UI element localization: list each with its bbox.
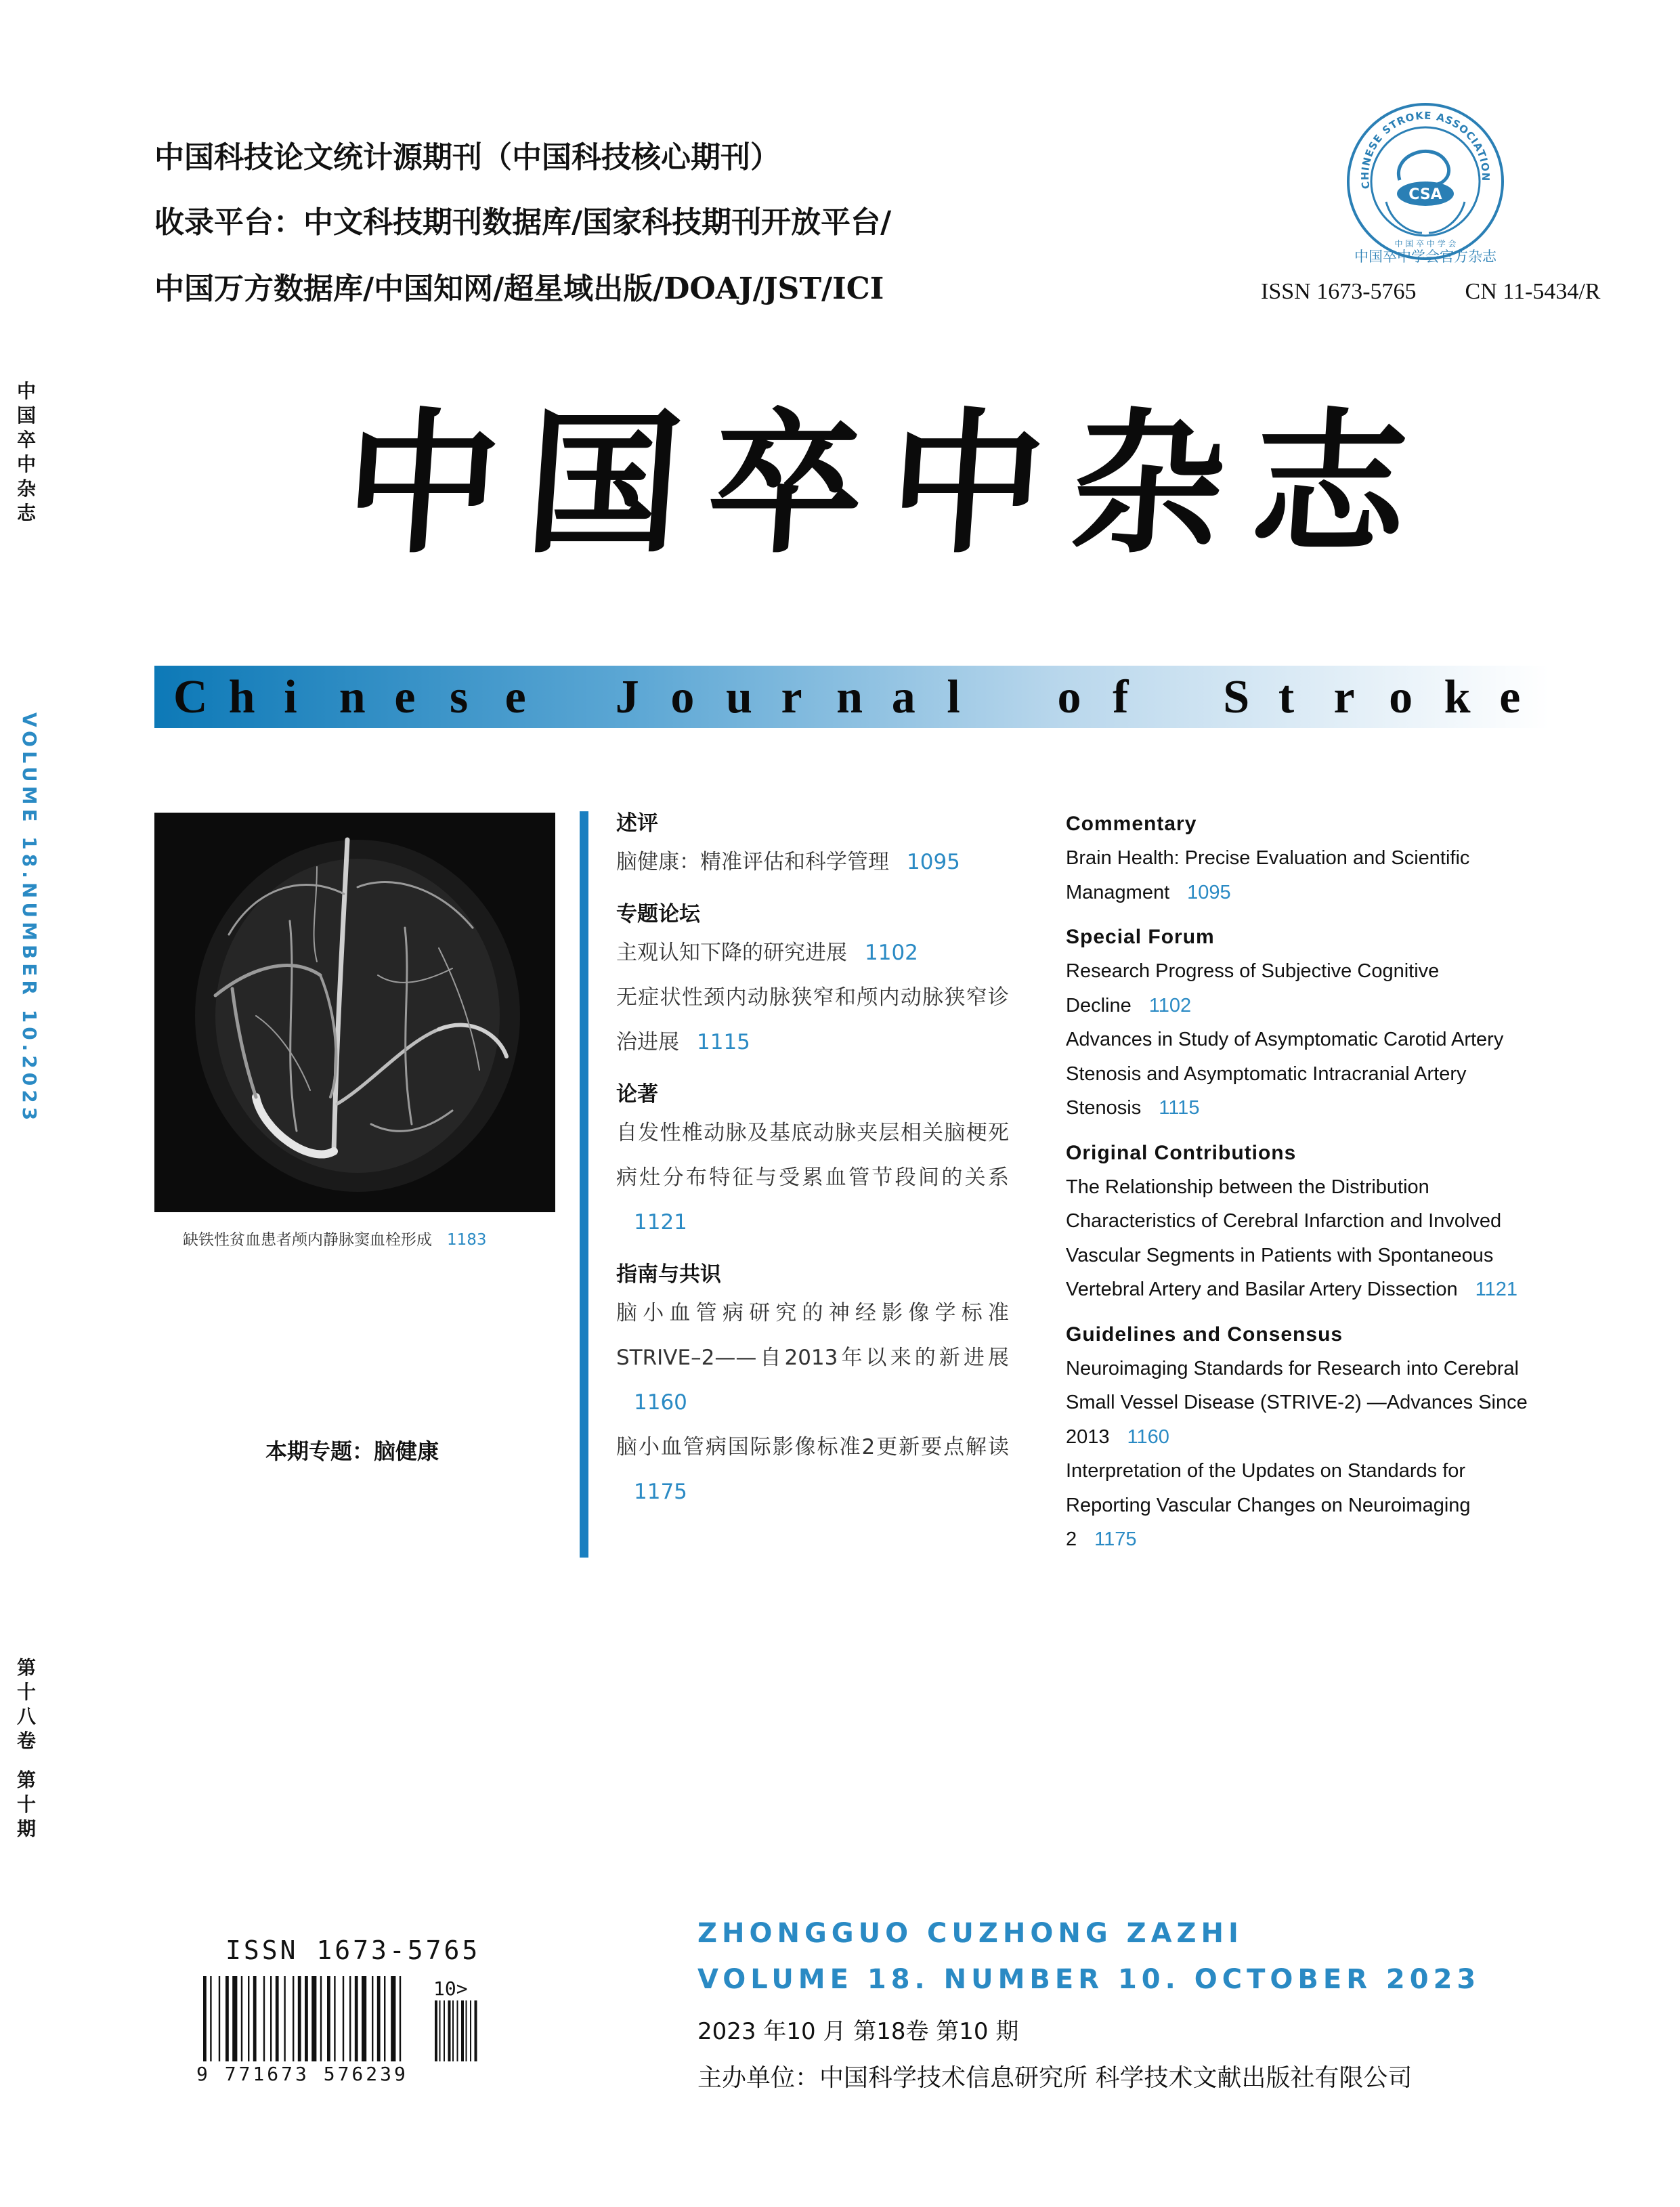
- title-letter: e: [394, 671, 417, 723]
- title-letter: n: [339, 671, 367, 723]
- journal-title-cn: 中国卒中杂志: [339, 393, 1441, 574]
- title-letter: J: [615, 671, 641, 723]
- spine-char: 志: [16, 502, 36, 524]
- toc-item[interactable]: [616, 930, 1009, 975]
- toc-item-title: 脑健康：精准评估和科学管理: [616, 850, 889, 874]
- title-letter: e: [1499, 671, 1522, 723]
- toc-section-title: 指南与共识: [616, 1262, 721, 1287]
- barcode-bar: [305, 1976, 308, 2061]
- barcode-addon-bar: [470, 2000, 471, 2061]
- barcode-bar: [391, 1976, 395, 2061]
- barcode-bar: [241, 1976, 242, 2061]
- logo-caption: 中国卒中学会官方杂志: [1354, 249, 1496, 265]
- toc-english: [1066, 807, 1540, 1557]
- barcode-bar: [343, 1976, 344, 2061]
- indexing-line-1: 中国科技论文统计源期刊（中国科技核心期刊）: [154, 140, 780, 175]
- barcode-addon: 10>: [433, 1977, 468, 2000]
- issue-topic: 本期专题：脑健康: [265, 1438, 439, 1464]
- spine-char: 卷: [16, 1730, 36, 1752]
- toc-item-page: 1095: [907, 850, 960, 874]
- toc-item-title: 脑小血管病研究的神经影像学标准STRIVE–2——自2013年以来的新进展: [616, 1301, 1009, 1370]
- barcode-bar: [362, 1976, 366, 2061]
- toc-item[interactable]: [1066, 1170, 1540, 1307]
- title-letter: [1002, 670, 1058, 725]
- spine-char: [15, 1753, 38, 1768]
- title-letter: k: [1444, 671, 1472, 723]
- toc-item-title: 自发性椎动脉及基底动脉夹层相关脑梗死病灶分布特征与受累血管节段间的关系: [616, 1121, 1009, 1190]
- toc-item[interactable]: [1066, 841, 1540, 909]
- csa-logo: [1344, 100, 1507, 263]
- spine-char: 杂: [16, 477, 36, 500]
- barcode-addon-bar: [452, 2000, 454, 2061]
- toc-section-title: Commentary: [1066, 813, 1197, 835]
- barcode-bar: [203, 1976, 207, 2061]
- barcode-bar: [219, 1976, 220, 2061]
- barcode-bar: [253, 1976, 257, 2061]
- title-letter: o: [1057, 671, 1083, 723]
- journal-title-en: [173, 670, 1555, 725]
- toc-item-page: 1175: [634, 1480, 687, 1504]
- toc-item-title: 主观认知下降的研究进展: [616, 941, 847, 965]
- title-letter: S: [1223, 671, 1251, 723]
- toc-item-title: Research Progress of Subjective Cognitive Decline: [1066, 960, 1440, 1016]
- barcode-bar: [232, 1976, 237, 2061]
- spine-char: 第: [16, 1769, 36, 1791]
- toc-item-page: 1102: [865, 941, 918, 965]
- toc-item[interactable]: [1066, 1454, 1540, 1557]
- toc-item[interactable]: [616, 975, 1009, 1065]
- title-letter: o: [1389, 671, 1415, 723]
- issn-cn-line: [1261, 279, 1600, 305]
- barcode-addon-bar: [439, 2000, 441, 2061]
- toc-section-title: Original Contributions: [1066, 1141, 1297, 1164]
- toc-section-title: 专题论坛: [616, 902, 700, 926]
- toc-section-title: Special Forum: [1066, 926, 1215, 948]
- title-letter: t: [1278, 671, 1296, 723]
- toc-item-page: 1115: [697, 1030, 750, 1054]
- barcode-bar: [311, 1976, 316, 2061]
- barcode-bar: [400, 1976, 401, 2061]
- volume-line: VOLUME 18. NUMBER 10. OCTOBER 2023: [697, 1964, 1481, 1995]
- barcode-bar: [293, 1976, 294, 2061]
- title-letter: [560, 670, 616, 725]
- toc-item-title: 无症状性颈内动脉狭窄和颅内动脉狭窄诊治进展: [616, 985, 1009, 1054]
- contents-divider-bar: [580, 811, 588, 1558]
- toc-item-page: 1095: [1187, 881, 1231, 903]
- spine-char: 期: [16, 1818, 36, 1840]
- toc-section-title: 述评: [616, 811, 658, 836]
- barcode-bar: [210, 1976, 211, 2061]
- toc-item-title: 脑小血管病国际影像标准2更新要点解读: [616, 1435, 1009, 1459]
- barcode-addon-bar: [448, 2000, 451, 2061]
- toc-item-title: The Relationship between the Distribution Characteristics of Cerebral Infarction and Involved Vascular Segments in Patients with Spontaneous Vertebral Artery and Basilar Artery Dissection: [1066, 1176, 1502, 1300]
- logo-bottom-text: 中 国 卒 中 学 会: [1394, 239, 1457, 249]
- barcode-bar: [327, 1976, 330, 2061]
- title-letter: s: [449, 671, 470, 723]
- title-letter: a: [891, 671, 917, 723]
- title-letter: C: [173, 671, 209, 723]
- journal-pinyin: ZHONGGUO CUZHONG ZAZHI: [697, 1918, 1243, 1949]
- spine-char: 十: [16, 1681, 36, 1703]
- title-letter: i: [284, 671, 299, 723]
- spine-char: 国: [16, 404, 36, 427]
- toc-item[interactable]: [1066, 954, 1540, 1023]
- spine-volume-en: VOLUME 18.NUMBER 10.2023: [18, 712, 41, 1125]
- toc-item-page: 1175: [1094, 1528, 1137, 1550]
- toc-item[interactable]: [616, 1291, 1009, 1425]
- issue-date: 2023 年10 月 第18卷 第10 期: [697, 2018, 1019, 2045]
- barcode-bar: [298, 1976, 301, 2061]
- barcode-digits: 9 771673 576239: [196, 2063, 408, 2085]
- toc-item-title: Advances in Study of Asymptomatic Carotid Artery Stenosis and Asymptomatic Intracranial Artery Stenosis: [1066, 1029, 1504, 1119]
- indexing-line-3: 中国万方数据库/中国知网/超星域出版/DOAJ/JST/ICI: [154, 272, 884, 306]
- toc-section-title: Guidelines and Consensus: [1066, 1323, 1343, 1346]
- title-letter: f: [1113, 671, 1130, 723]
- spine-char: 第: [16, 1656, 36, 1679]
- spine-char: 十: [16, 1793, 36, 1816]
- toc-chinese: [616, 807, 1009, 1514]
- barcode-addon-bar: [475, 2000, 477, 2061]
- barcode-bar: [320, 1976, 322, 2061]
- title-letter: o: [670, 671, 696, 723]
- toc-item-page: 1121: [634, 1210, 687, 1235]
- title-letter: r: [1333, 671, 1356, 723]
- title-letter: e: [504, 671, 527, 723]
- toc-item[interactable]: [616, 1425, 1009, 1514]
- title-letter: h: [228, 671, 257, 723]
- barcode-bar: [276, 1976, 279, 2061]
- barcode-bar: [225, 1976, 229, 2061]
- toc-item[interactable]: [1066, 1352, 1540, 1455]
- toc-item-title: Interpretation of the Updates on Standards for Reporting Vascular Changes on Neuroimaging 2: [1066, 1460, 1471, 1550]
- barcode-bar: [377, 1976, 381, 2061]
- spine-volume-cn: [15, 1656, 38, 1841]
- issn-number: ISSN 1673-5765: [1261, 279, 1417, 304]
- image-caption-page: 1183: [447, 1231, 487, 1249]
- barcode-bar: [355, 1976, 358, 2061]
- toc-section-title: 论著: [616, 1082, 658, 1107]
- spine-char: 中: [16, 453, 36, 475]
- spine-char: 八: [16, 1705, 36, 1728]
- barcode-addon-bar: [466, 2000, 467, 2061]
- barcode-bar: [349, 1976, 351, 2061]
- barcode-addon-bar: [435, 2000, 437, 2061]
- image-caption-text: 缺铁性贫血患者颅内静脉窦血栓形成: [183, 1231, 432, 1249]
- cn-number: CN 11-5434/R: [1465, 279, 1601, 304]
- toc-item-page: 1102: [1148, 994, 1192, 1016]
- logo-ring-text: CHINESE STROKE ASSOCIATION: [1358, 109, 1492, 190]
- logo-center-text: CSA: [1408, 186, 1442, 203]
- title-letter: l: [947, 671, 962, 723]
- toc-item-page: 1121: [1475, 1279, 1518, 1300]
- toc-item-title: Brain Health: Precise Evaluation and Scientific Managment: [1066, 847, 1470, 903]
- spine-char: 中: [16, 380, 36, 402]
- title-letter: [1168, 670, 1224, 725]
- title-letter: u: [725, 671, 754, 723]
- barcode-bar: [384, 1976, 385, 2061]
- sponsor-line: 主办单位：中国科学技术信息研究所 科学技术文献出版社有限公司: [697, 2064, 1413, 2092]
- barcode-bar: [248, 1976, 249, 2061]
- barcode-bar: [284, 1976, 285, 2061]
- toc-item[interactable]: [616, 1111, 1009, 1245]
- indexing-line-2: 收录平台：中文科技期刊数据库/国家科技期刊开放平台/: [154, 205, 892, 240]
- toc-item[interactable]: [1066, 1023, 1540, 1126]
- toc-item-page: 1115: [1159, 1097, 1200, 1119]
- toc-item-page: 1160: [634, 1390, 687, 1415]
- toc-item-title: Neuroimaging Standards for Research into Cerebral Small Vessel Disease (STRIVE-2) —Advances Since 2013: [1066, 1357, 1528, 1448]
- image-caption: [183, 1227, 487, 1249]
- toc-item[interactable]: [616, 840, 1009, 884]
- spine-title: [15, 379, 38, 526]
- barcode-issn: ISSN 1673-5765: [225, 1935, 481, 1965]
- barcode-bar: [372, 1976, 373, 2061]
- barcode-addon-bar: [444, 2000, 445, 2061]
- angiography-image: [154, 813, 555, 1212]
- title-letter: n: [836, 671, 865, 723]
- barcode-addon-bar: [461, 2000, 464, 2061]
- toc-item-page: 1160: [1127, 1426, 1169, 1448]
- barcode-bar: [334, 1976, 335, 2061]
- barcode-bar: [263, 1976, 265, 2061]
- barcode-bar: [270, 1976, 272, 2061]
- spine-char: 卒: [16, 429, 36, 451]
- barcode-addon-bar: [457, 2000, 458, 2061]
- title-letter: r: [781, 671, 804, 723]
